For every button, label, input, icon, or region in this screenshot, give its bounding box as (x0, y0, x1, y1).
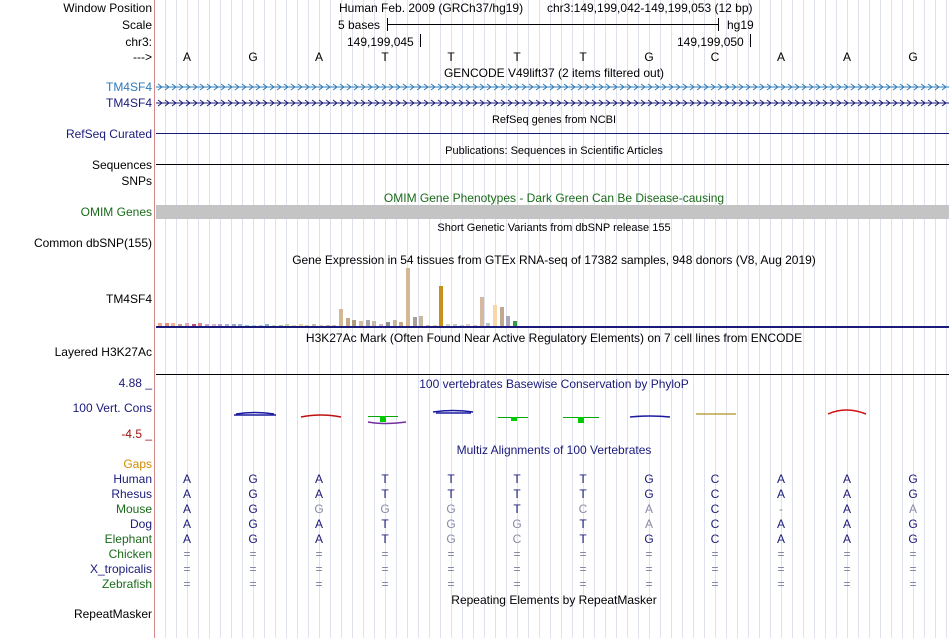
species-label[interactable]: Rhesus (111, 487, 152, 501)
alignment-base: A (842, 472, 851, 486)
alignment-base: G (644, 472, 654, 486)
alignment-base: = (315, 547, 323, 561)
gridline (946, 0, 947, 638)
gtex-tissue-bar[interactable] (500, 307, 504, 326)
scale-bar-right-tick (718, 18, 719, 31)
alignment-base: G (644, 487, 654, 501)
species-label[interactable]: X_tropicalis (89, 562, 152, 576)
alignment-base: = (909, 562, 917, 576)
sequence-base: G (248, 50, 258, 64)
alignment-base: = (447, 547, 455, 561)
alignment-base: = (711, 562, 719, 576)
gridline (660, 0, 661, 638)
alignment-base: = (513, 577, 521, 591)
alignment-base: - (779, 502, 783, 516)
alignment-base: = (315, 577, 323, 591)
phylop-base-2 (301, 415, 341, 417)
alignment-base: = (447, 577, 455, 591)
gridline (528, 0, 529, 638)
alignment-base: A (776, 472, 785, 486)
species-label[interactable]: Dog (129, 517, 152, 531)
species-label[interactable]: Zebrafish (101, 577, 152, 591)
alignment-base: A (182, 472, 191, 486)
sequence-base: G (644, 50, 654, 64)
refseq-track-title: RefSeq genes from NCBI (491, 114, 617, 126)
phylop-ymin-label: -4.5 _ (121, 427, 152, 441)
alignment-base: T (513, 472, 521, 486)
ruler-tick-label-1: 149,199,045 (347, 35, 414, 49)
gridline (396, 0, 397, 638)
gridline (550, 0, 551, 638)
gridline (539, 0, 540, 638)
alignment-base: = (645, 562, 653, 576)
alignment-base: = (381, 562, 389, 576)
sequence-base: C (710, 50, 720, 64)
gtex-tissue-bar[interactable] (419, 316, 423, 326)
species-label[interactable]: Mouse (115, 502, 152, 516)
gridline (803, 0, 804, 638)
position-text: chr3:149,199,042-149,199,053 (12 bp) (547, 1, 753, 15)
alignment-base: A (644, 517, 653, 531)
alignment-base: = (579, 562, 587, 576)
alignment-base: G (908, 532, 918, 546)
gridline (627, 0, 628, 638)
sequence-base: G (908, 50, 918, 64)
sidebar-divider (154, 0, 155, 638)
phylop-track-title: 100 vertebrates Basewise Conservation by PhyloP (419, 377, 689, 391)
scale-label: Scale (121, 18, 152, 32)
gtex-tissue-bar[interactable] (493, 305, 497, 326)
species-label[interactable]: Elephant (104, 532, 152, 546)
phylop-base-4 (433, 411, 473, 414)
alignment-base: A (776, 532, 785, 546)
phylop-base-6 (563, 417, 599, 423)
track-label-gaps[interactable]: Gaps (123, 457, 152, 471)
alignment-base: A (314, 517, 323, 531)
gridline (594, 0, 595, 638)
alignment-base: = (711, 547, 719, 561)
phylop-base-7 (630, 416, 670, 417)
alignment-base: G (248, 502, 258, 516)
alignment-base: = (777, 577, 785, 591)
gridline (165, 0, 166, 638)
alignment-base: G (314, 502, 324, 516)
alignment-base: C (512, 532, 522, 546)
gridline (330, 0, 331, 638)
alignment-base: C (710, 502, 720, 516)
track-label-phylop[interactable]: 100 Vert. Cons (72, 401, 152, 415)
alignment-base: G (446, 502, 456, 516)
track-label-repeatmasker[interactable]: RepeatMasker (73, 607, 152, 621)
track-label-dbsnp[interactable]: Common dbSNP(155) (33, 236, 152, 250)
alignment-base: = (777, 562, 785, 576)
gridline (759, 0, 760, 638)
phylop-base-5 (498, 417, 528, 421)
gridline (561, 0, 562, 638)
gtex-tissue-bar[interactable] (439, 286, 443, 326)
dbsnp-track-title: Short Genetic Variants from dbSNP release 155 (437, 222, 671, 234)
alignment-base: G (248, 472, 258, 486)
gridline (231, 0, 232, 638)
alignment-base: = (711, 577, 719, 591)
alignment-base: A (908, 502, 917, 516)
window-position-label: Window Position (63, 1, 152, 15)
alignment-base: T (513, 502, 521, 516)
gridline (891, 0, 892, 638)
alignment-base: = (843, 547, 851, 561)
gencode-transcript-1[interactable] (156, 82, 949, 92)
gtex-baseline (156, 326, 949, 328)
track-label-snps[interactable]: SNPs (121, 174, 152, 188)
alignment-base: = (183, 547, 191, 561)
alignment-base: = (513, 562, 521, 576)
alignment-base: G (908, 487, 918, 501)
alignment-base: A (314, 472, 323, 486)
phylop-base-3 (368, 416, 406, 424)
alignment-base: = (909, 547, 917, 561)
alignment-base: A (182, 502, 191, 516)
gridline (616, 0, 617, 638)
gridline (682, 0, 683, 638)
alignment-base: = (645, 577, 653, 591)
gridline (198, 0, 199, 638)
gridline (209, 0, 210, 638)
alignment-base: T (579, 487, 587, 501)
gridline (858, 0, 859, 638)
assembly-text: Human Feb. 2009 (GRCh37/hg19) (339, 1, 524, 15)
gridline (220, 0, 221, 638)
alignment-base: = (249, 577, 257, 591)
species-label[interactable]: Chicken (108, 547, 152, 561)
alignment-base: T (381, 517, 389, 531)
species-label[interactable]: Human (113, 472, 152, 486)
alignment-base: T (447, 487, 455, 501)
alignment-base: = (381, 577, 389, 591)
alignment-base: A (314, 487, 323, 501)
alignment-base: = (381, 547, 389, 561)
track-label-refseq[interactable]: RefSeq Curated (65, 127, 152, 141)
multiz-track-title: Multiz Alignments of 100 Vertebrates (456, 443, 652, 457)
alignment-base: = (315, 562, 323, 576)
gridline (825, 0, 826, 638)
sequence-base: A (314, 50, 323, 64)
gencode-track-title: GENCODE V49lift37 (2 items filtered out) (443, 66, 665, 80)
track-label-sequences[interactable]: Sequences (91, 158, 152, 172)
alignment-base: A (776, 487, 785, 501)
gridline (429, 0, 430, 638)
gridline (814, 0, 815, 638)
phylop-conservation-plot[interactable] (156, 404, 949, 428)
gridline (880, 0, 881, 638)
alignment-base: = (909, 577, 917, 591)
gridline (935, 0, 936, 638)
gtex-tissue-bar[interactable] (506, 316, 510, 326)
sequence-base: A (842, 50, 851, 64)
alignment-base: = (249, 562, 257, 576)
track-label-omim[interactable]: OMIM Genes (80, 205, 152, 219)
alignment-base: A (776, 517, 785, 531)
alignment-base: T (513, 487, 521, 501)
gridline (605, 0, 606, 638)
ruler-tick-label-2: 149,199,050 (677, 35, 744, 49)
alignment-base: = (579, 577, 587, 591)
gridline (286, 0, 287, 638)
gridline (737, 0, 738, 638)
alignment-base: G (248, 487, 258, 501)
alignment-base: T (381, 487, 389, 501)
gtex-tissue-bar[interactable] (346, 318, 350, 326)
alignment-base: A (842, 502, 851, 516)
chrom-label: chr3: (125, 35, 152, 49)
db-text: hg19 (727, 18, 754, 32)
alignment-base: G (908, 517, 918, 531)
repeatmasker-track-title: Repeating Elements by RepeatMasker (451, 593, 657, 607)
sequence-base: T (579, 50, 587, 64)
alignment-base: G (380, 502, 390, 516)
sequence-base: A (182, 50, 191, 64)
alignment-base: T (447, 472, 455, 486)
alignment-base: A (314, 532, 323, 546)
alignment-base: A (182, 487, 191, 501)
alignment-base: C (710, 487, 720, 501)
gridline (363, 0, 364, 638)
alignment-base: G (512, 517, 522, 531)
alignment-base: = (447, 562, 455, 576)
alignment-base: A (842, 517, 851, 531)
alignment-base: G (908, 472, 918, 486)
alignment-base: T (579, 472, 587, 486)
gridline (264, 0, 265, 638)
publications-track-title: Publications: Sequences in Scientific Articles (445, 145, 663, 157)
alignment-base: = (513, 547, 521, 561)
alignment-base: = (579, 547, 587, 561)
gridline (748, 0, 749, 638)
gridline (869, 0, 870, 638)
omim-gene-bar[interactable] (156, 205, 949, 219)
phylop-ymax-label: 4.88 _ (118, 376, 152, 390)
h3k27ac-track-title: H3K27Ac Mark (Often Found Near Active Regulatory Elements) on 7 cell lines from ENCODE (305, 331, 803, 345)
alignment-base: C (710, 532, 720, 546)
alignment-base: = (777, 547, 785, 561)
phylop-base-1 (234, 413, 276, 416)
gridline (671, 0, 672, 638)
gtex-tissue-bar[interactable] (339, 309, 343, 326)
gtex-tissue-bar[interactable] (413, 317, 417, 326)
strand-label: ---> (133, 50, 152, 64)
gtex-tissue-bar[interactable] (480, 297, 484, 326)
alignment-base: T (381, 472, 389, 486)
gridline (462, 0, 463, 638)
alignment-base: = (183, 577, 191, 591)
scale-text: 5 bases (338, 18, 381, 32)
gtex-track-title: Gene Expression in 54 tissues from GTEx RNA-seq of 17382 samples, 948 donors (V8, Aug 2019) (292, 253, 816, 267)
alignment-base: = (249, 547, 257, 561)
alignment-base: G (248, 517, 258, 531)
alignment-base: C (578, 502, 588, 516)
sequence-base: A (776, 50, 785, 64)
sequence-base: T (381, 50, 389, 64)
alignment-base: = (645, 547, 653, 561)
alignment-base: G (248, 532, 258, 546)
gridline (726, 0, 727, 638)
alignment-base: T (579, 517, 587, 531)
alignment-base: = (843, 562, 851, 576)
refseq-gene-line[interactable] (156, 133, 949, 134)
track-label-gencode-2[interactable]: TM4SF4 (105, 96, 152, 110)
alignment-base: A (182, 532, 191, 546)
alignment-base: A (842, 532, 851, 546)
alignment-base: A (644, 502, 653, 516)
alignment-base: T (579, 532, 587, 546)
gridline (693, 0, 694, 638)
gtex-tissue-bar[interactable] (406, 268, 410, 326)
gencode-transcript-2[interactable] (156, 98, 949, 108)
alignment-base: A (842, 487, 851, 501)
sequence-base: T (447, 50, 455, 64)
track-label-gtex[interactable]: TM4SF4 (105, 292, 152, 306)
gridline (924, 0, 925, 638)
ruler-tick-2 (750, 34, 751, 47)
alignment-base: = (843, 577, 851, 591)
alignment-base: T (381, 532, 389, 546)
h3k27ac-baseline (156, 374, 949, 375)
alignment-base: G (446, 532, 456, 546)
track-label-h3k27ac[interactable]: Layered H3K27Ac (54, 345, 152, 359)
gridline (297, 0, 298, 638)
track-label-gencode-1[interactable]: TM4SF4 (105, 80, 152, 94)
sequence-base: T (513, 50, 521, 64)
alignment-base: G (644, 532, 654, 546)
alignment-base: G (446, 517, 456, 531)
gridline (484, 0, 485, 638)
alignment-base: A (182, 517, 191, 531)
alignment-base: = (183, 562, 191, 576)
alignment-base: C (710, 472, 720, 486)
gridline (792, 0, 793, 638)
gridline (473, 0, 474, 638)
omim-track-title: OMIM Gene Phenotypes - Dark Green Can Be Disease-causing (383, 191, 725, 205)
phylop-base-9 (828, 410, 866, 414)
scale-bar (387, 24, 718, 25)
alignment-base: C (710, 517, 720, 531)
gridline (275, 0, 276, 638)
publications-line[interactable] (156, 164, 949, 165)
ruler-tick-1 (420, 34, 421, 47)
